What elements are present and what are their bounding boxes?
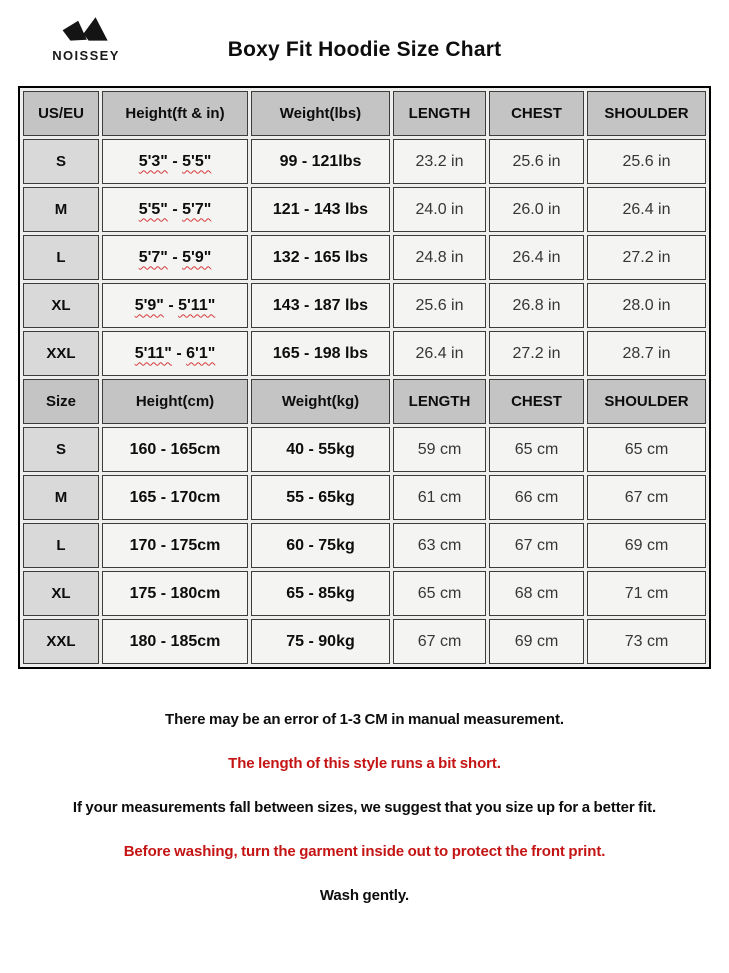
size-cell: XL <box>23 571 99 616</box>
imperial-section <box>23 91 706 376</box>
col-header-weight-kg: Weight(kg) <box>251 379 390 424</box>
col-header-length: LENGTH <box>393 379 486 424</box>
chest-cell: 69 cm <box>489 619 584 664</box>
chest-cell: 25.6 in <box>489 139 584 184</box>
height-to: 5'11" <box>178 296 216 314</box>
note-washing-inside-out: Before washing, turn the garment inside out to protect the front print. <box>123 843 606 860</box>
length-cell: 59 cm <box>393 427 486 472</box>
metric-section <box>23 379 706 664</box>
shoulder-cell: 71 cm <box>587 571 706 616</box>
height-cell: 160 - 165cm <box>102 427 248 472</box>
size-cell: XL <box>23 283 99 328</box>
length-cell: 65 cm <box>393 571 486 616</box>
weight-cell: 121 - 143 lbs <box>251 187 390 232</box>
weight-cell: 143 - 187 lbs <box>251 283 390 328</box>
table-row <box>23 619 706 664</box>
height-to: 5'7" <box>182 200 212 218</box>
shoulder-cell: 25.6 in <box>587 139 706 184</box>
table-row <box>23 283 706 328</box>
height-cell: 165 - 170cm <box>102 475 248 520</box>
size-cell: S <box>23 427 99 472</box>
col-header-length: LENGTH <box>393 91 486 136</box>
page-header <box>0 0 729 86</box>
height-from: 5'5" <box>138 200 168 218</box>
col-header-shoulder: SHOULDER <box>587 379 706 424</box>
height-separator: - <box>171 344 187 362</box>
col-header-height-ft: Height(ft & in) <box>102 91 248 136</box>
length-cell: 24.0 in <box>393 187 486 232</box>
shoulder-cell: 73 cm <box>587 619 706 664</box>
size-chart-table <box>18 86 711 669</box>
table-row <box>23 331 706 376</box>
size-cell: XXL <box>23 331 99 376</box>
chest-cell: 68 cm <box>489 571 584 616</box>
weight-cell: 99 - 121lbs <box>251 139 390 184</box>
brand-name: NOISSEY <box>52 48 120 63</box>
height-cell <box>102 283 248 328</box>
length-cell: 24.8 in <box>393 235 486 280</box>
chest-cell: 66 cm <box>489 475 584 520</box>
size-cell: XXL <box>23 619 99 664</box>
footer-notes <box>0 711 729 904</box>
table-row <box>23 523 706 568</box>
height-separator: - <box>167 200 183 218</box>
note-wash-gently: Wash gently. <box>319 887 410 904</box>
height-to: 5'5" <box>182 152 212 170</box>
height-from: 5'11" <box>134 344 172 362</box>
col-header-size: Size <box>23 379 99 424</box>
col-header-weight-lbs: Weight(lbs) <box>251 91 390 136</box>
height-cell: 180 - 185cm <box>102 619 248 664</box>
length-cell: 61 cm <box>393 475 486 520</box>
table-row <box>23 139 706 184</box>
length-cell: 63 cm <box>393 523 486 568</box>
col-header-us-eu: US/EU <box>23 91 99 136</box>
height-separator: - <box>167 248 183 266</box>
weight-cell: 165 - 198 lbs <box>251 331 390 376</box>
height-cell <box>102 331 248 376</box>
chest-cell: 26.8 in <box>489 283 584 328</box>
height-from: 5'9" <box>134 296 164 314</box>
note-runs-short: The length of this style runs a bit short. <box>228 755 501 772</box>
table-row <box>23 475 706 520</box>
chest-cell: 65 cm <box>489 427 584 472</box>
chest-cell: 27.2 in <box>489 331 584 376</box>
chest-cell: 26.0 in <box>489 187 584 232</box>
weight-cell: 132 - 165 lbs <box>251 235 390 280</box>
height-cell <box>102 139 248 184</box>
height-separator: - <box>163 296 179 314</box>
length-cell: 25.6 in <box>393 283 486 328</box>
length-cell: 23.2 in <box>393 139 486 184</box>
size-cell: L <box>23 235 99 280</box>
shoulder-cell: 67 cm <box>587 475 706 520</box>
length-cell: 67 cm <box>393 619 486 664</box>
height-separator: - <box>167 152 183 170</box>
shoulder-cell: 28.7 in <box>587 331 706 376</box>
size-cell: M <box>23 187 99 232</box>
weight-cell: 55 - 65kg <box>251 475 390 520</box>
chest-cell: 67 cm <box>489 523 584 568</box>
shoulder-cell: 28.0 in <box>587 283 706 328</box>
length-cell: 26.4 in <box>393 331 486 376</box>
col-header-chest: CHEST <box>489 379 584 424</box>
size-cell: M <box>23 475 99 520</box>
col-header-height-cm: Height(cm) <box>102 379 248 424</box>
height-to: 6'1" <box>186 344 216 362</box>
height-from: 5'7" <box>138 248 168 266</box>
height-from: 5'3" <box>138 152 168 170</box>
shoulder-cell: 65 cm <box>587 427 706 472</box>
height-cell <box>102 187 248 232</box>
metric-header-row <box>23 379 706 424</box>
height-to: 5'9" <box>182 248 212 266</box>
height-cell: 170 - 175cm <box>102 523 248 568</box>
height-cell <box>102 235 248 280</box>
weight-cell: 65 - 85kg <box>251 571 390 616</box>
note-size-up: If your measurements fall between sizes, we suggest that you size up for a better fit. <box>72 799 657 816</box>
col-header-shoulder: SHOULDER <box>587 91 706 136</box>
weight-cell: 40 - 55kg <box>251 427 390 472</box>
table-row <box>23 187 706 232</box>
size-cell: L <box>23 523 99 568</box>
weight-cell: 75 - 90kg <box>251 619 390 664</box>
chest-cell: 26.4 in <box>489 235 584 280</box>
height-cell: 175 - 180cm <box>102 571 248 616</box>
table-row <box>23 571 706 616</box>
shoulder-cell: 27.2 in <box>587 235 706 280</box>
col-header-chest: CHEST <box>489 91 584 136</box>
size-cell: S <box>23 139 99 184</box>
table-row <box>23 235 706 280</box>
shoulder-cell: 69 cm <box>587 523 706 568</box>
weight-cell: 60 - 75kg <box>251 523 390 568</box>
page-title: Boxy Fit Hoodie Size Chart <box>227 38 502 61</box>
imperial-header-row <box>23 91 706 136</box>
table-row <box>23 427 706 472</box>
note-measurement-error: There may be an error of 1-3 CM in manual measurement. <box>165 711 564 728</box>
shoulder-cell: 26.4 in <box>587 187 706 232</box>
